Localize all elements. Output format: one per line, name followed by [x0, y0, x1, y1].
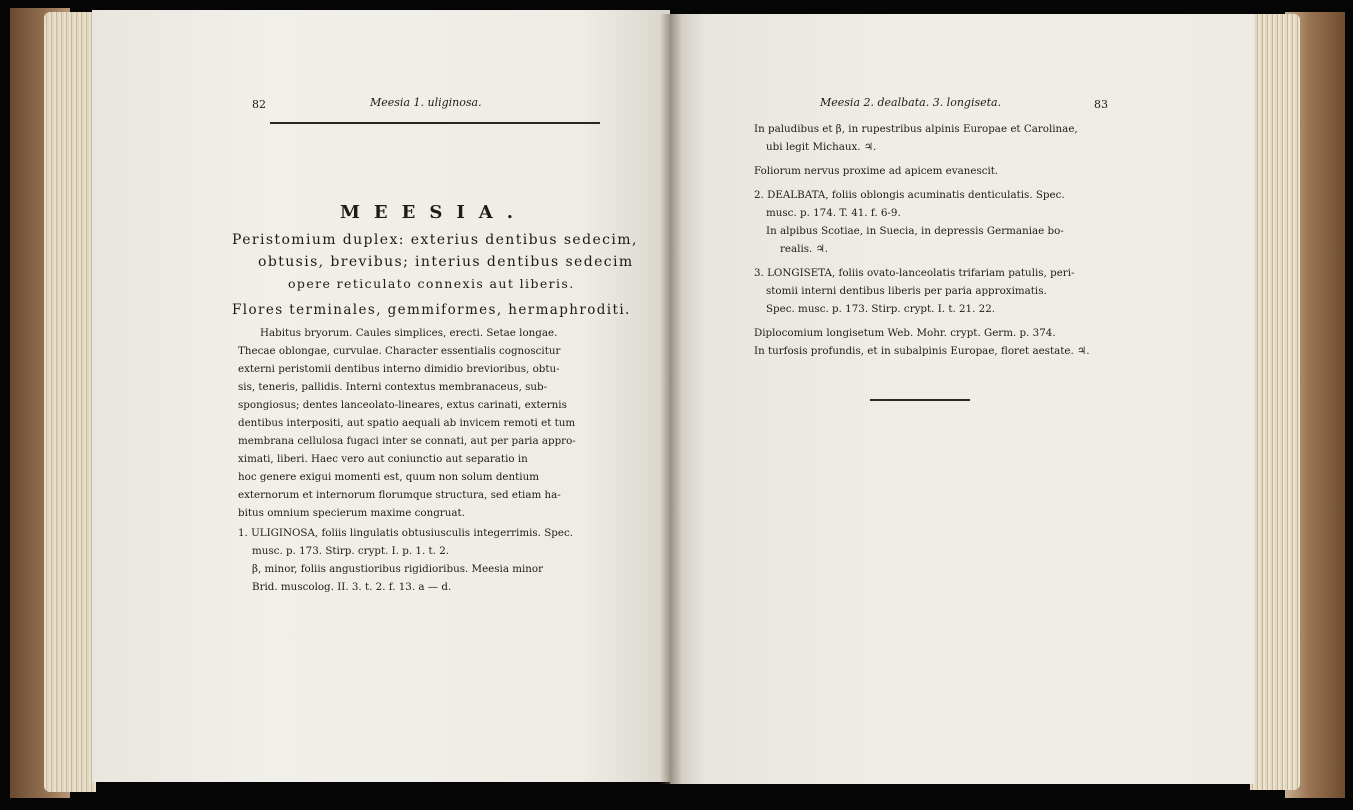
text-line: ximati, liberi. Haec vero aut coniunctio aut separatio in	[238, 453, 528, 465]
text-line: 3. LONGISETA, foliis ovato-lanceolatis trifariam patulis, peri-	[754, 267, 1075, 279]
left-page-number: 82	[252, 98, 266, 111]
diagnosis-line: opere reticulato connexis aut liberis.	[288, 276, 575, 291]
book-gutter	[660, 14, 682, 784]
text-line: β, minor, foliis angustioribus rigidioribus. Meesia minor	[252, 563, 544, 575]
text-line: ubi legit Michaux. ♃.	[766, 141, 877, 153]
text-line: spongiosus; dentes lanceolato-lineares, extus carinati, externis	[238, 399, 567, 411]
text-line: Foliorum nervus proxime ad apicem evanescit.	[754, 165, 999, 177]
text-line: Thecae oblongae, curvulae. Character essentialis cognoscitur	[238, 345, 561, 357]
left-page-edges	[44, 12, 96, 792]
text-line: 1. ULIGINOSA, foliis lingulatis obtusiusculis integerrimis. Spec.	[238, 527, 574, 539]
text-line: externi peristomii dentibus interno dimidio brevioribus, obtu-	[238, 363, 560, 375]
text-line: stomii interni dentibus liberis per paria approximatis.	[766, 285, 1047, 297]
species-uliginosa	[238, 524, 610, 596]
text-line: hoc genere exigui momenti est, quum non solum dentium	[238, 471, 539, 483]
text-line: realis. ♃.	[780, 243, 829, 255]
right-page-number: 83	[1094, 98, 1108, 111]
text-line: 2. DEALBATA, foliis oblongis acuminatis denticulatis. Spec.	[754, 189, 1065, 201]
diagnosis-line: obtusis, brevibus; interius dentibus sedecim	[258, 254, 634, 270]
right-page-text	[754, 120, 1100, 360]
text-line: membrana cellulosa fugaci inter se connati, aut per paria appro-	[238, 435, 576, 447]
text-line: Habitus bryorum. Caules simplices, erecti. Setae longae.	[260, 327, 558, 339]
header-rule	[270, 122, 600, 124]
right-page-edges	[1250, 14, 1300, 790]
text-line: Brid. muscolog. II. 3. t. 2. f. 13. a — d.	[252, 581, 452, 593]
text-line: musc. p. 173. Stirp. crypt. I. p. 1. t. 2.	[252, 545, 450, 557]
text-line: dentibus interpositi, aut spatio aequali ab invicem remoti et tum	[238, 417, 576, 429]
text-line: In paludibus et β, in rupestribus alpinis Europae et Carolinae,	[754, 123, 1078, 135]
text-line: bitus omnium specierum maxime congruat.	[238, 507, 465, 519]
end-rule	[870, 399, 970, 401]
text-line: In alpibus Scotiae, in Suecia, in depressis Germaniae bo-	[766, 225, 1064, 237]
left-page	[92, 10, 670, 782]
habitus-paragraph	[238, 324, 610, 522]
text-line: sis, teneris, pallidis. Interni contextus membranaceus, sub-	[238, 381, 548, 393]
genus-title: MEESIA.	[340, 202, 528, 223]
text-line: Spec. musc. p. 173. Stirp. crypt. I. t. 21. 22.	[766, 303, 996, 315]
text-line: externorum et internorum florumque structura, sed etiam ha-	[238, 489, 561, 501]
text-line: In turfosis profundis, et in subalpinis Europae, floret aestate. ♃.	[754, 345, 1090, 357]
right-page	[670, 14, 1254, 784]
left-running-head: Meesia 1. uliginosa.	[370, 96, 482, 109]
diagnosis-line: Peristomium duplex: exterius dentibus sedecim,	[232, 232, 638, 248]
text-line: musc. p. 174. T. 41. f. 6-9.	[766, 207, 901, 219]
right-running-head: Meesia 2. dealbata. 3. longiseta.	[820, 96, 1002, 109]
text-line: Diplocomium longisetum Web. Mohr. crypt. Germ. p. 374.	[754, 327, 1056, 339]
diagnosis-line: Flores terminales, gemmiformes, hermaphroditi.	[232, 302, 631, 318]
